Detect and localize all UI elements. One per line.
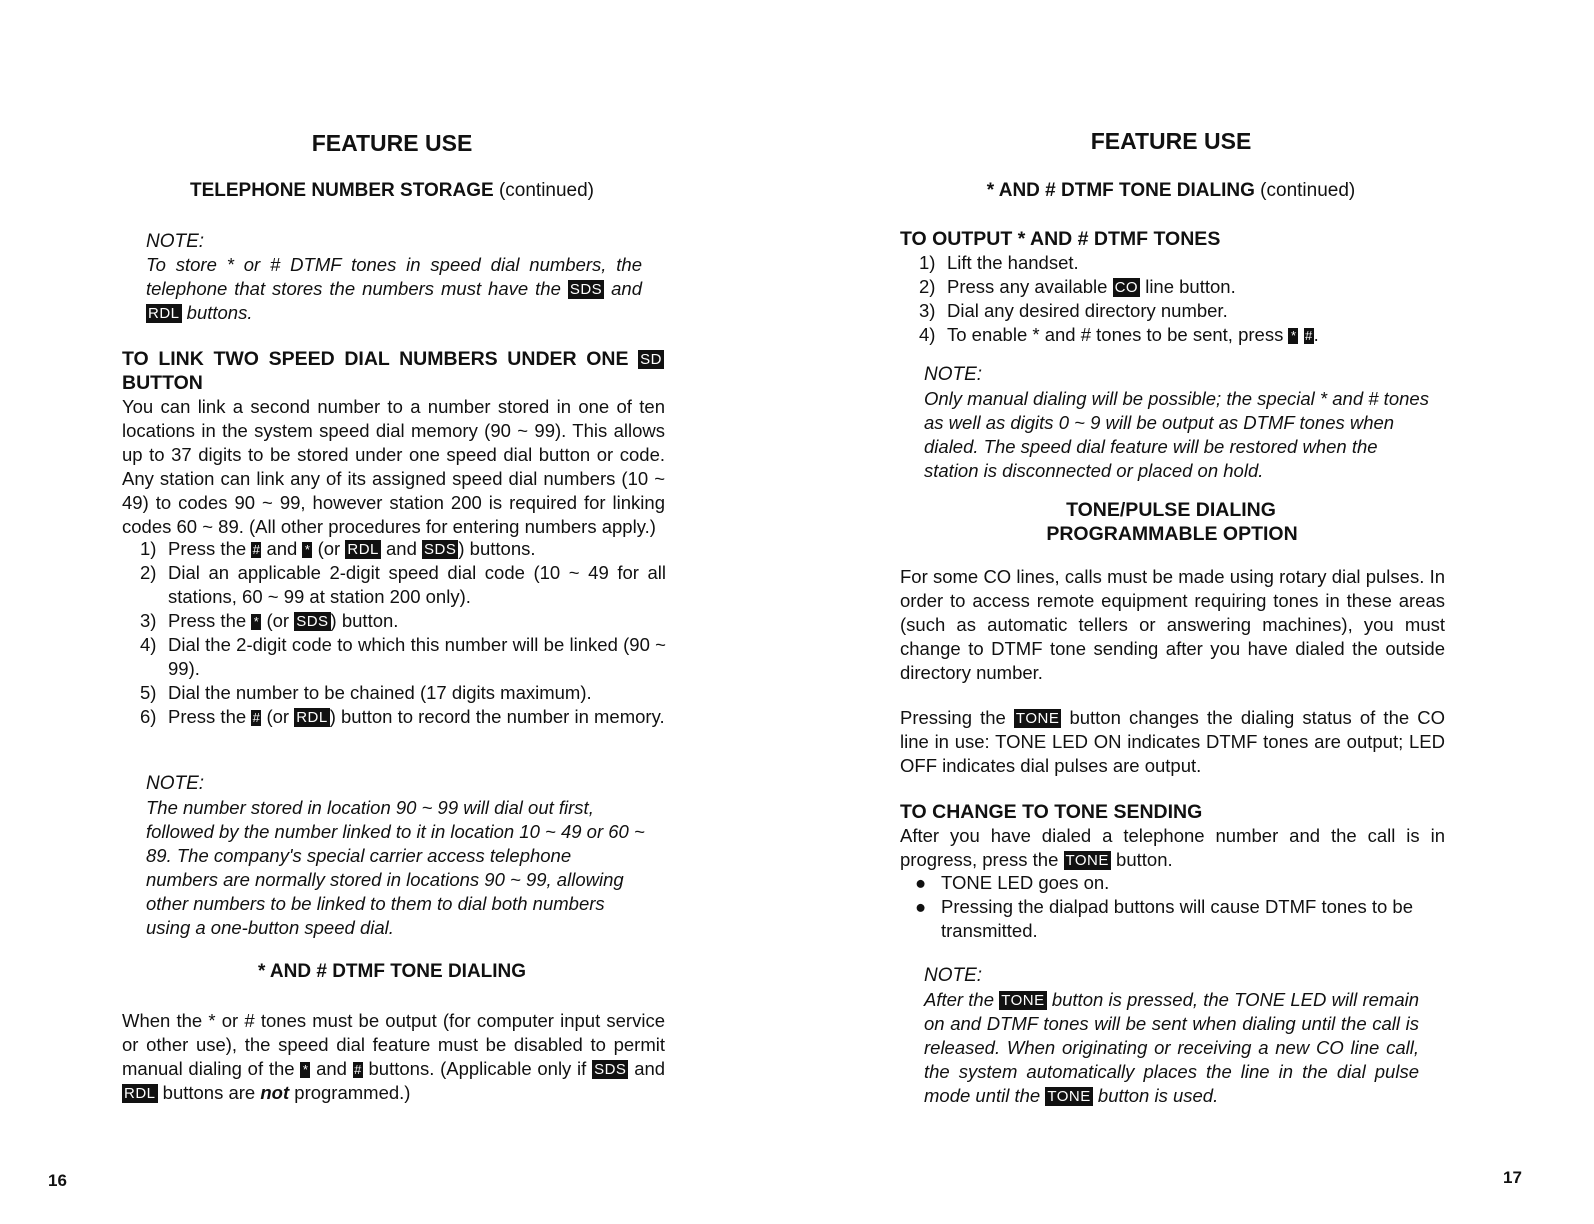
list-item bbox=[919, 275, 1459, 299]
hash-key-icon: # bbox=[354, 1062, 362, 1077]
rdl-key-icon: RDL bbox=[296, 709, 328, 726]
sds-key-icon: SDS bbox=[296, 613, 329, 630]
page-number: 17 bbox=[1503, 1168, 1522, 1187]
step-number: 4) bbox=[140, 634, 157, 655]
step-text-part: Press the bbox=[168, 610, 247, 631]
step-text-part: Press the bbox=[168, 706, 247, 727]
list-item bbox=[140, 561, 666, 609]
step-text-part: ) button. bbox=[330, 610, 399, 631]
dtmf-paragraph bbox=[122, 1009, 665, 1105]
dtmf-text-part: and bbox=[634, 1058, 666, 1079]
star-key-icon: * bbox=[1288, 328, 1298, 344]
page-title: FEATURE USE bbox=[311, 130, 473, 156]
pressing-text-part: button changes the dialing status of the CO line in use: TONE LED ON indicates DTMF tones are output; LED OFF indicates dial pulses are output. bbox=[900, 707, 1446, 776]
step-text bbox=[168, 609, 666, 633]
star-key-icon: * bbox=[300, 1062, 310, 1078]
change-paragraph bbox=[900, 824, 1445, 872]
tone-pulse-heading-line2: PROGRAMMABLE OPTION bbox=[1046, 523, 1298, 545]
link-heading-text: TO LINK TWO SPEED DIAL NUMBERS UNDER ONE bbox=[122, 348, 629, 370]
change-heading: TO CHANGE TO TONE SENDING bbox=[900, 801, 1203, 823]
sds-key-icon: SDS bbox=[424, 541, 457, 558]
step-number: 2) bbox=[919, 276, 936, 297]
link-steps bbox=[140, 537, 666, 729]
list-item bbox=[140, 633, 666, 681]
list-item bbox=[907, 871, 1447, 895]
tone-key-icon: TONE bbox=[1047, 1088, 1091, 1105]
rdl-key-icon: RDL bbox=[347, 541, 379, 558]
list-item bbox=[140, 537, 666, 561]
link-heading bbox=[122, 347, 664, 371]
tone-key-icon: TONE bbox=[1015, 710, 1060, 727]
step-text-part: Press the bbox=[168, 538, 247, 559]
sds-key-icon: SDS bbox=[594, 1061, 627, 1078]
dtmf-text-part: programmed.) bbox=[294, 1082, 411, 1103]
list-item bbox=[919, 299, 1459, 323]
dtmf-heading: * AND # DTMF TONE DIALING bbox=[257, 961, 527, 982]
subtitle-continued: (continued) bbox=[1260, 180, 1356, 201]
note-text-part: button is pressed, the TONE LED will remain on and DTMF tones will be sent when dialing until the call is released. When originating or receiving a new CO line call, the system automatically places the line in the dial pulse mode until the bbox=[924, 989, 1420, 1106]
co-key-icon: CO bbox=[1114, 279, 1139, 296]
note-text-part: and bbox=[611, 278, 643, 299]
output-heading: TO OUTPUT * AND # DTMF TONES bbox=[900, 228, 1221, 250]
list-item bbox=[140, 681, 666, 705]
step-number: 1) bbox=[140, 538, 157, 559]
step-number: 1) bbox=[919, 252, 936, 273]
dtmf-text-part: buttons are bbox=[162, 1082, 256, 1103]
step-number: 2) bbox=[140, 562, 157, 583]
note-text bbox=[146, 253, 642, 325]
bullet-icon: ● bbox=[915, 872, 927, 893]
note-text-part: After the bbox=[924, 989, 994, 1010]
dtmf-text-part: buttons. (Applicable only if bbox=[368, 1058, 587, 1079]
page-number: 16 bbox=[48, 1171, 67, 1190]
output-steps bbox=[919, 251, 1459, 347]
list-item bbox=[919, 251, 1459, 275]
step-text bbox=[947, 323, 1459, 347]
hash-key-icon: # bbox=[252, 710, 260, 725]
list-item bbox=[140, 705, 666, 729]
link-heading-end: BUTTON bbox=[122, 372, 203, 394]
tone-key-icon: TONE bbox=[1065, 852, 1109, 869]
list-item bbox=[907, 895, 1447, 943]
step-text bbox=[168, 705, 666, 729]
link-paragraph: You can link a second number to a number stored in one of ten locations in the system speed dial memory (90 ~ 99). This allows up to 37 digits to be stored under one speed dial button or code. Any station can link any of its assigned speed dial numbers (10 ~ 49) to codes 90 ~ 99, however station 200 is required for linking codes 60 ~ 89. (All other procedures for entering numbers apply.) bbox=[122, 396, 665, 537]
star-key-icon: * bbox=[251, 614, 261, 630]
tone-bullets bbox=[907, 871, 1447, 943]
dtmf-text-part: When the * or # tones must be output (for computer input service or other use), the speed dial feature must be disabled to permit manual dialing of the bbox=[122, 1010, 665, 1079]
hash-key-icon: # bbox=[1304, 328, 1313, 343]
step-text-part: ) buttons. bbox=[458, 538, 536, 559]
right-page bbox=[797, 0, 1594, 1224]
list-item bbox=[919, 323, 1459, 347]
pressing-paragraph bbox=[900, 706, 1445, 778]
note-text-part: button is used. bbox=[1097, 1085, 1219, 1106]
section-subtitle bbox=[797, 180, 1545, 202]
subtitle-continued: (continued) bbox=[498, 180, 595, 201]
sd-key-icon: SD bbox=[640, 351, 663, 368]
note-text: Only manual dialing will be possible; the special * and # tones as well as digits 0 ~ 9 will be output as DTMF tones when dialed. The speed dial feature will be restored when the station is disconnected or placed on hold. bbox=[924, 388, 1429, 481]
dtmf-text-part: and bbox=[316, 1058, 347, 1079]
note-label: NOTE: bbox=[924, 364, 983, 385]
note-text-part: buttons. bbox=[186, 302, 253, 323]
bullet-icon: ● bbox=[915, 896, 927, 917]
rdl-key-icon: RDL bbox=[148, 305, 180, 322]
step-number: 3) bbox=[140, 610, 157, 631]
note-label: NOTE: bbox=[924, 965, 983, 986]
step-text-part: . bbox=[1313, 324, 1319, 345]
note-label: NOTE: bbox=[146, 231, 205, 252]
step-number: 5) bbox=[140, 682, 157, 703]
step-text bbox=[168, 537, 666, 561]
sds-key-icon: SDS bbox=[569, 281, 603, 298]
subtitle-bold: TELEPHONE NUMBER STORAGE bbox=[189, 180, 494, 201]
step-text-part: ) button to record the number in memory. bbox=[329, 706, 665, 727]
step-number: 6) bbox=[140, 706, 157, 727]
dtmf-emphasis: not bbox=[260, 1082, 290, 1103]
note-text bbox=[924, 988, 1419, 1108]
step-text-part: To enable * and # tones to be sent, press bbox=[947, 324, 1284, 345]
step-text-part: line button. bbox=[1145, 276, 1236, 297]
tone-pulse-paragraph: For some CO lines, calls must be made using rotary dial pulses. In order to access remote equipment requiring tones in these areas (such as automatic tellers or answering machines), you must change to DTMF tone sending after you have dialed the outside directory number. bbox=[900, 566, 1445, 683]
bullet-text: TONE LED goes on. bbox=[941, 872, 1110, 893]
note-label: NOTE: bbox=[146, 773, 205, 794]
step-text-part: and bbox=[386, 538, 417, 559]
pressing-text-part: Pressing the bbox=[900, 707, 1006, 728]
bullet-text: Pressing the dialpad buttons will cause DTMF tones to be transmitted. bbox=[941, 896, 1413, 941]
step-number: 4) bbox=[919, 324, 936, 345]
note-text: The number stored in location 90 ~ 99 will dial out first, followed by the number linked to it in location 10 ~ 49 or 60 ~ 89. The company's special carrier access telephone numbers are normally stored in locations 90 ~ 99, allowing other numbers to be linked to them to dial both numbers using a one-button speed dial. bbox=[146, 797, 645, 938]
hash-key-icon: # bbox=[252, 542, 260, 557]
rdl-key-icon: RDL bbox=[124, 1085, 156, 1102]
page-title: FEATURE USE bbox=[1090, 128, 1252, 154]
step-text: Dial an applicable 2-digit speed dial code (10 ~ 49 for all stations, 60 ~ 99 at station 200 only). bbox=[168, 562, 666, 607]
note-text-part: To store * or # DTMF tones in speed dial numbers, the telephone that stores the numbers must have the bbox=[146, 254, 642, 299]
change-text-part: button. bbox=[1116, 849, 1173, 870]
tone-key-icon: TONE bbox=[1001, 992, 1045, 1009]
subtitle-bold: * AND # DTMF TONE DIALING bbox=[986, 180, 1255, 201]
step-text-part: Press any available bbox=[947, 276, 1108, 297]
section-subtitle bbox=[0, 180, 784, 202]
step-text-part: (or bbox=[317, 538, 341, 559]
star-key-icon: * bbox=[302, 542, 312, 558]
step-text: Dial any desired directory number. bbox=[947, 300, 1228, 321]
step-text: Dial the number to be chained (17 digits maximum). bbox=[168, 682, 592, 703]
change-text-part: After you have dialed a telephone number and the call is in progress, press the bbox=[900, 825, 1445, 870]
step-number: 3) bbox=[919, 300, 936, 321]
step-text: Lift the handset. bbox=[947, 252, 1079, 273]
step-text-part: and bbox=[266, 538, 298, 559]
step-text-part: (or bbox=[266, 706, 290, 727]
tone-pulse-heading-line1: TONE/PULSE DIALING bbox=[1066, 499, 1276, 521]
step-text bbox=[947, 275, 1459, 299]
list-item bbox=[140, 609, 666, 633]
step-text: Dial the 2-digit code to which this number will be linked (90 ~ 99). bbox=[168, 634, 666, 679]
step-text-part: (or bbox=[266, 610, 290, 631]
